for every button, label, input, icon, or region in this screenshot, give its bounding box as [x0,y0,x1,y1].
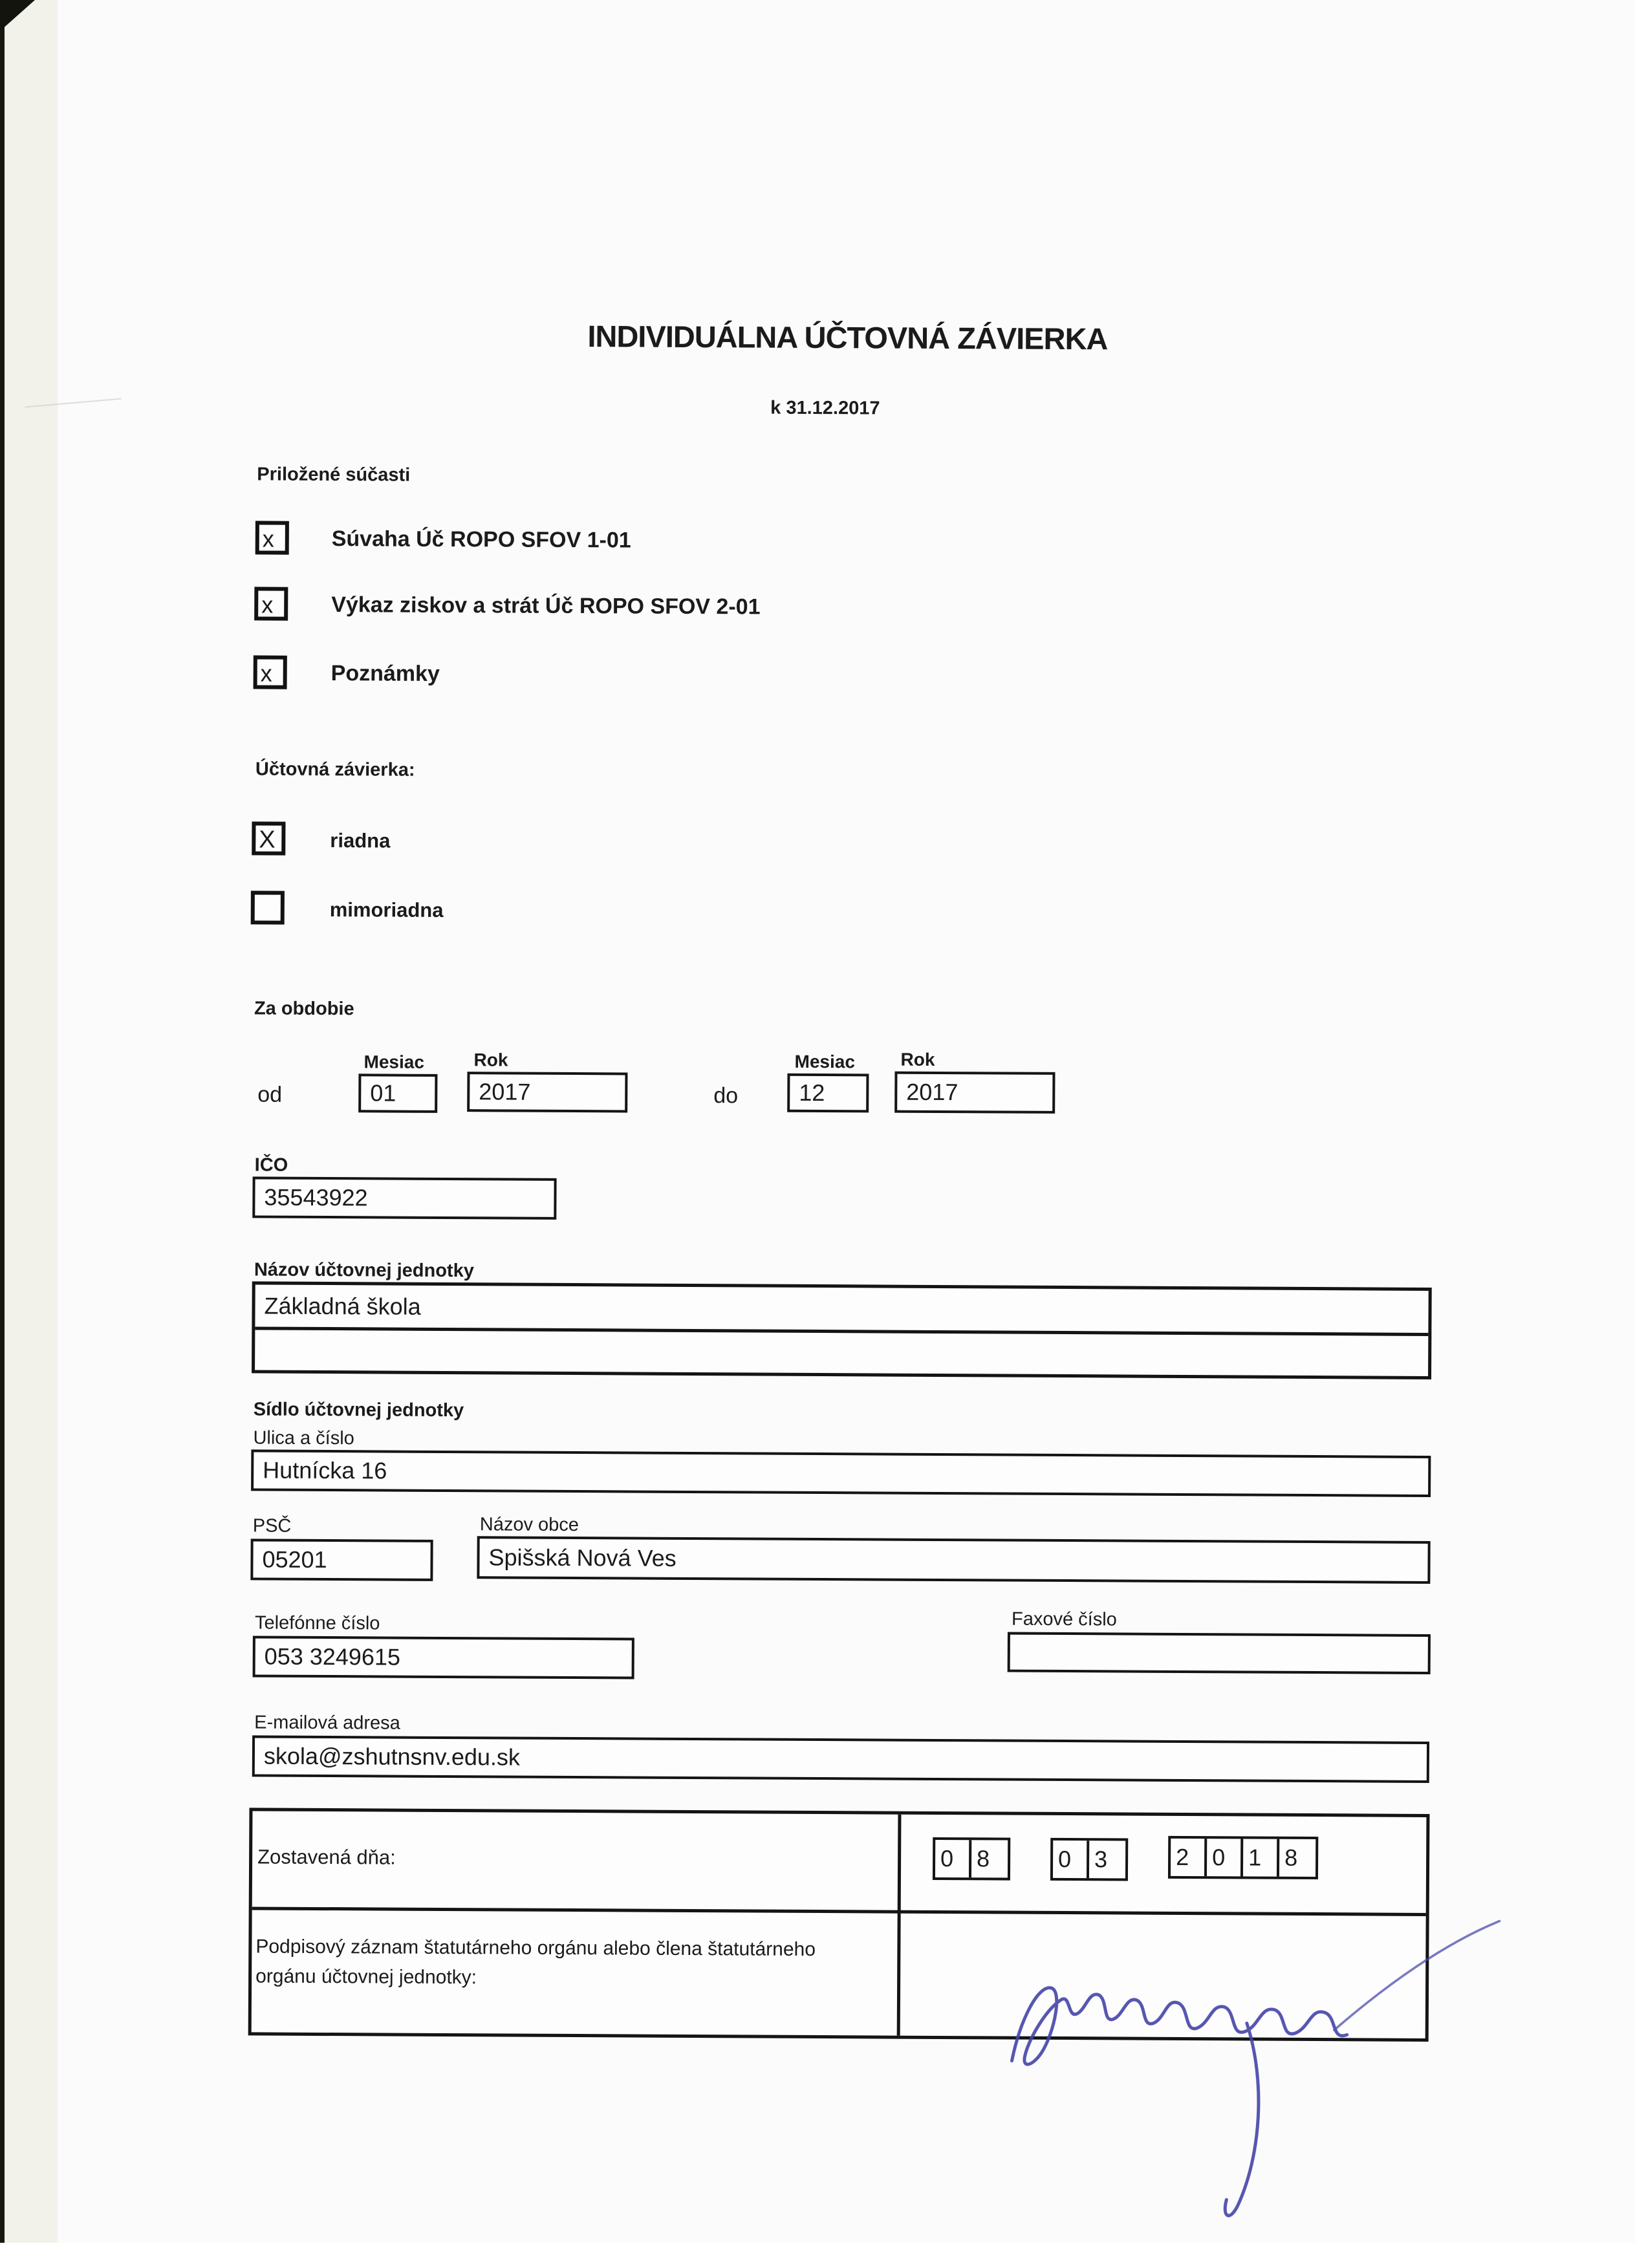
date-year-digit-3[interactable]: 1 [1243,1839,1279,1876]
period-from-year-label: Rok [473,1050,508,1070]
phone-label: Telefónne číslo [254,1612,380,1634]
table-row-divider [252,1906,1426,1916]
page-title: INDIVIDUÁLNA ÚČTOVNÁ ZÁVIERKA [587,319,1108,356]
page-subtitle: k 31.12.2017 [770,397,880,419]
period-from-label: od [257,1082,283,1107]
phone-field[interactable]: 053 3249615 [253,1636,634,1679]
signature-label: Podpisový záznam štatutárneho orgánu alebo člena štatutárneho orgánu účtovnej jednotky: [255,1936,816,1989]
date-month-digit-1[interactable]: 0 [1053,1841,1089,1878]
seat-heading: Sídlo účtovnej jednotky [253,1399,464,1421]
date-year-digit-4[interactable]: 8 [1284,1844,1298,1871]
checkbox-vykaz-label: Výkaz ziskov a strát Úč ROPO SFOV 2-01 [331,592,761,620]
period-from-year-field[interactable]: 2017 [467,1072,627,1112]
entity-name-field[interactable]: Základná škola [255,1284,1428,1335]
fax-field[interactable] [1008,1632,1431,1674]
zip-label: PSČ [252,1515,292,1537]
city-field[interactable]: Spišská Nová Ves [477,1536,1430,1584]
date-year-digit-2[interactable]: 0 [1207,1839,1243,1876]
date-month-group [1050,1838,1128,1881]
checkbox-vykaz[interactable]: x [254,587,288,620]
checkbox-suvaha[interactable]: x [255,521,289,554]
compiled-date-label: Zostavená dňa: [257,1845,396,1869]
checkbox-riadna-label: riadna [330,829,391,852]
email-field[interactable]: skola@zshutnsnv.edu.sk [252,1735,1429,1783]
date-day-digit-1[interactable]: 0 [935,1840,971,1877]
date-year-group [1168,1836,1318,1879]
street-label: Ulica a číslo [253,1427,354,1449]
table-vertical-divider [897,1815,902,2036]
date-year-digit-1[interactable]: 2 [1171,1839,1207,1876]
period-to-year-field[interactable]: 2017 [894,1072,1055,1114]
date-day-group [933,1837,1010,1881]
checkbox-mimoriadna-label: mimoriadna [329,898,444,922]
checkbox-poznamky-label: Poznámky [330,661,440,686]
fax-label: Faxové číslo [1011,1608,1117,1630]
city-label: Názov obce [479,1514,579,1536]
checkbox-poznamky[interactable]: x [254,655,287,689]
entity-name-box [252,1281,1432,1379]
checkbox-mimoriadna[interactable] [251,891,285,924]
period-to-month-field[interactable]: 12 [787,1074,869,1113]
ico-label: IČO [254,1154,288,1176]
email-label: E-mailová adresa [254,1712,400,1734]
date-day-digit-2[interactable]: 8 [977,1845,990,1872]
period-from-month-label: Mesiac [363,1052,425,1072]
checkbox-riadna[interactable]: X [252,821,285,855]
date-month-digit-2[interactable]: 3 [1094,1846,1108,1873]
street-field[interactable]: Hutnícka 16 [251,1449,1431,1497]
period-to-month-label: Mesiac [794,1051,856,1072]
zip-field[interactable]: 05201 [250,1539,433,1581]
period-to-year-label: Rok [900,1049,935,1070]
ico-field[interactable]: 35543922 [252,1176,556,1219]
checkbox-suvaha-label: Súvaha Úč ROPO SFOV 1-01 [331,526,631,553]
period-from-month-field[interactable]: 01 [358,1074,437,1113]
attachments-heading: Priložené súčasti [257,464,411,486]
period-to-label: do [713,1083,739,1108]
entity-name-label: Názov účtovnej jednotky [254,1259,474,1282]
statement-type-heading: Účtovná závierka: [255,759,415,781]
period-heading: Za obdobie [254,998,354,1020]
